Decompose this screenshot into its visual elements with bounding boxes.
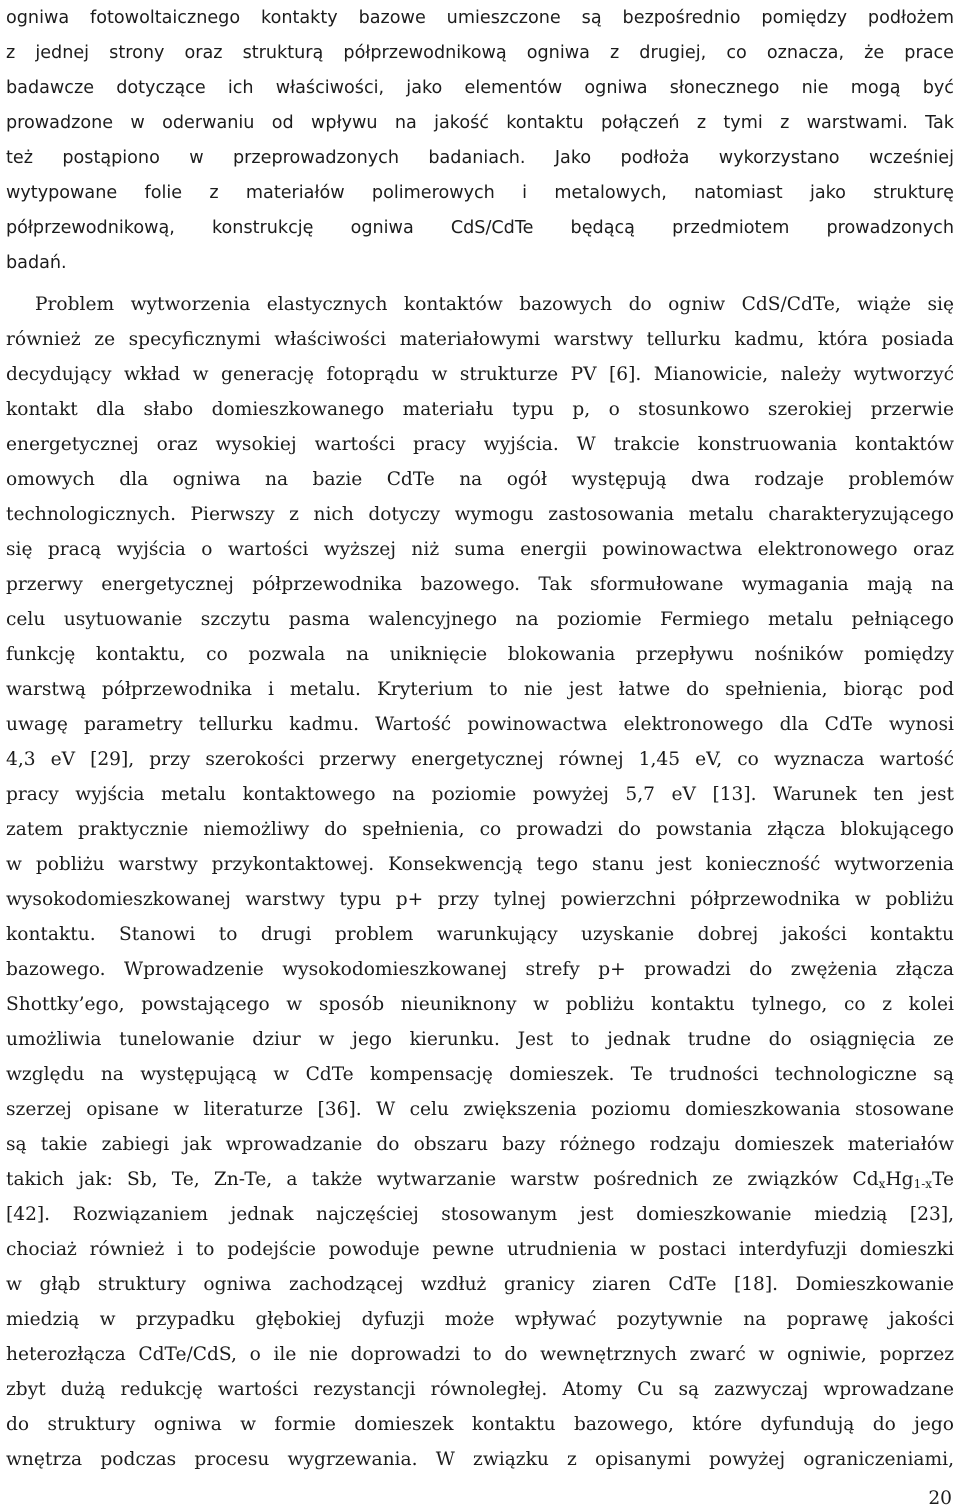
- text-line: się pracą wyjścia o wartości wyższej niż suma energii powinowactwa elektronowego oraz: [6, 539, 954, 560]
- formula-hg: Hg: [885, 1169, 914, 1190]
- text-line: omowych dla ogniwa na bazie CdTe na ogół występują dwa rodzaje problemów: [6, 469, 954, 490]
- formula-te: Te: [932, 1169, 954, 1190]
- text-line: w głąb struktury ogniwa zachodzącej wzdłuż granicy ziaren CdTe [18]. Domieszkowanie: [6, 1274, 954, 1295]
- text-line: są takie zabiegi jak wprowadzanie do obszaru bazy różnego rodzaju domieszek materiałów: [6, 1134, 954, 1155]
- text-line: Problem wytworzenia elastycznych kontaktów bazowych do ogniw CdS/CdTe, wiąże się: [35, 294, 954, 315]
- text-line: chociaż również i to podejście powoduje pewne utrudnienia w postaci interdyfuzji domieszki: [6, 1239, 954, 1260]
- text-line: wytypowane folie z materiałów polimerowych i metalowych, natomiast jako strukturę: [6, 183, 954, 203]
- text-line: technologicznych. Pierwszy z nich dotyczy wymogu zastosowania metalu charakteryzującego: [6, 504, 954, 525]
- text-line: szerzej opisane w literaturze [36]. W celu zwiększenia poziomu domieszkowania stosowane: [6, 1099, 954, 1120]
- subscript-1-x: 1-x: [913, 1177, 933, 1191]
- text-line: umożliwia tunelowanie dziur w jego kierunku. Jest to jednak trudne do osiągnięcia ze: [6, 1029, 954, 1050]
- text-line: względu na występującą w CdTe kompensację domieszek. Te trudności technologiczne są: [6, 1064, 954, 1085]
- text-line: 4,3 eV [29], przy szerokości przerwy energetycznej równej 1,45 eV, co wyznacza wartość: [6, 749, 954, 770]
- text-line: również ze specyficznymi właściwości materiałowymi warstwy tellurku kadmu, która posiada: [6, 329, 954, 350]
- text-line: energetycznej oraz wysokiej wartości pracy wyjścia. W trakcie konstruowania kontaktów: [6, 434, 954, 455]
- text-line: zbyt dużą redukcję wartości rezystancji równoległej. Atomy Cu są zazwyczaj wprowadzane: [6, 1379, 954, 1400]
- text-line: badań.: [6, 253, 67, 273]
- formula-line-text: takich jak: Sb, Te, Zn-Te, a także wytwarzanie warstw pośrednich ze związków Cd: [6, 1169, 879, 1190]
- text-line: badawcze dotyczące ich właściwości, jako elementów ogniwa słonecznego nie mogą być: [6, 78, 954, 98]
- page-number: 20: [928, 1488, 952, 1509]
- text-line: decydujący wkład w generację fotoprądu w strukturze PV [6]. Mianowicie, należy wytworzyć: [6, 364, 954, 385]
- text-line: przerwy energetycznej półprzewodnika bazowego. Tak sformułowane wymagania mają na: [6, 574, 954, 595]
- text-line: miedzią w przypadku głębokiej dyfuzji może wpływać pozytywnie na poprawę jakości: [6, 1309, 954, 1330]
- text-line: wysokodomieszkowanej warstwy typu p+ przy tylnej powierzchni półprzewodnika w pobliżu: [6, 889, 954, 910]
- subscript-x: x: [878, 1177, 886, 1191]
- text-line: warstwą półprzewodnika i metalu. Kryterium to nie jest łatwe do spełnienia, biorąc pod: [6, 679, 954, 700]
- text-line: [42]. Rozwiązaniem jednak najczęściej stosowanym jest domieszkowanie miedzią [23],: [6, 1204, 954, 1225]
- text-line: w pobliżu warstwy przykontaktowej. Konsekwencją tego stanu jest konieczność wytworzenia: [6, 854, 954, 875]
- text-line: celu usytuowanie szczytu pasma walencyjnego na poziomie Fermiego metalu pełniącego: [6, 609, 954, 630]
- text-line: kontakt dla słabo domieszkowanego materiału typu p, o stosunkowo szerokiej przerwie: [6, 399, 954, 420]
- text-line: ogniwa fotowoltaicznego kontakty bazowe umieszczone są bezpośrednio pomiędzy podłożem: [6, 8, 954, 28]
- text-line: zatem praktycznie niemożliwy do spełnienia, co prowadzi do powstania złącza blokującego: [6, 819, 954, 840]
- text-line: z jednej strony oraz strukturą półprzewodnikową ogniwa z drugiej, co oznacza, że prace: [6, 43, 954, 63]
- text-line: prowadzone w oderwaniu od wpływu na jakość kontaktu połączeń z tymi z warstwami. Tak: [6, 113, 954, 133]
- text-line: Shottky’ego, powstającego w sposób nieuniknony w pobliżu kontaktu tylnego, co z kolei: [6, 994, 954, 1015]
- text-line: funkcję kontaktu, co pozwala na uniknięcie blokowania przepływu nośników pomiędzy: [6, 644, 954, 665]
- text-line: też postąpiono w przeprowadzonych badaniach. Jako podłoża wykorzystano wcześniej: [6, 148, 954, 168]
- text-line-with-formula: [6, 1168, 954, 1192]
- text-line: bazowego. Wprowadzenie wysokodomieszkowanej strefy p+ prowadzi do zwężenia złącza: [6, 959, 954, 980]
- text-line: heterozłącza CdTe/CdS, o ile nie doprowadzi to do wewnętrznych zwarć w ogniwie, poprzez: [6, 1344, 954, 1365]
- text-line: uwagę parametry tellurku kadmu. Wartość powinowactwa elektronowego dla CdTe wynosi: [6, 714, 954, 735]
- text-line: wnętrza podczas procesu wygrzewania. W związku z opisanymi powyżej ograniczeniami,: [6, 1449, 954, 1470]
- text-line: pracy wyjścia metalu kontaktowego na poziomie powyżej 5,7 eV [13]. Warunek ten jest: [6, 784, 954, 805]
- text-line: do struktury ogniwa w formie domieszek kontaktu bazowego, które dyfundują do jego: [6, 1414, 954, 1435]
- text-line: kontaktu. Stanowi to drugi problem warunkujący uzyskanie dobrej jakości kontaktu: [6, 924, 954, 945]
- text-line: półprzewodnikową, konstrukcję ogniwa CdS/CdTe będącą przedmiotem prowadzonych: [6, 218, 954, 238]
